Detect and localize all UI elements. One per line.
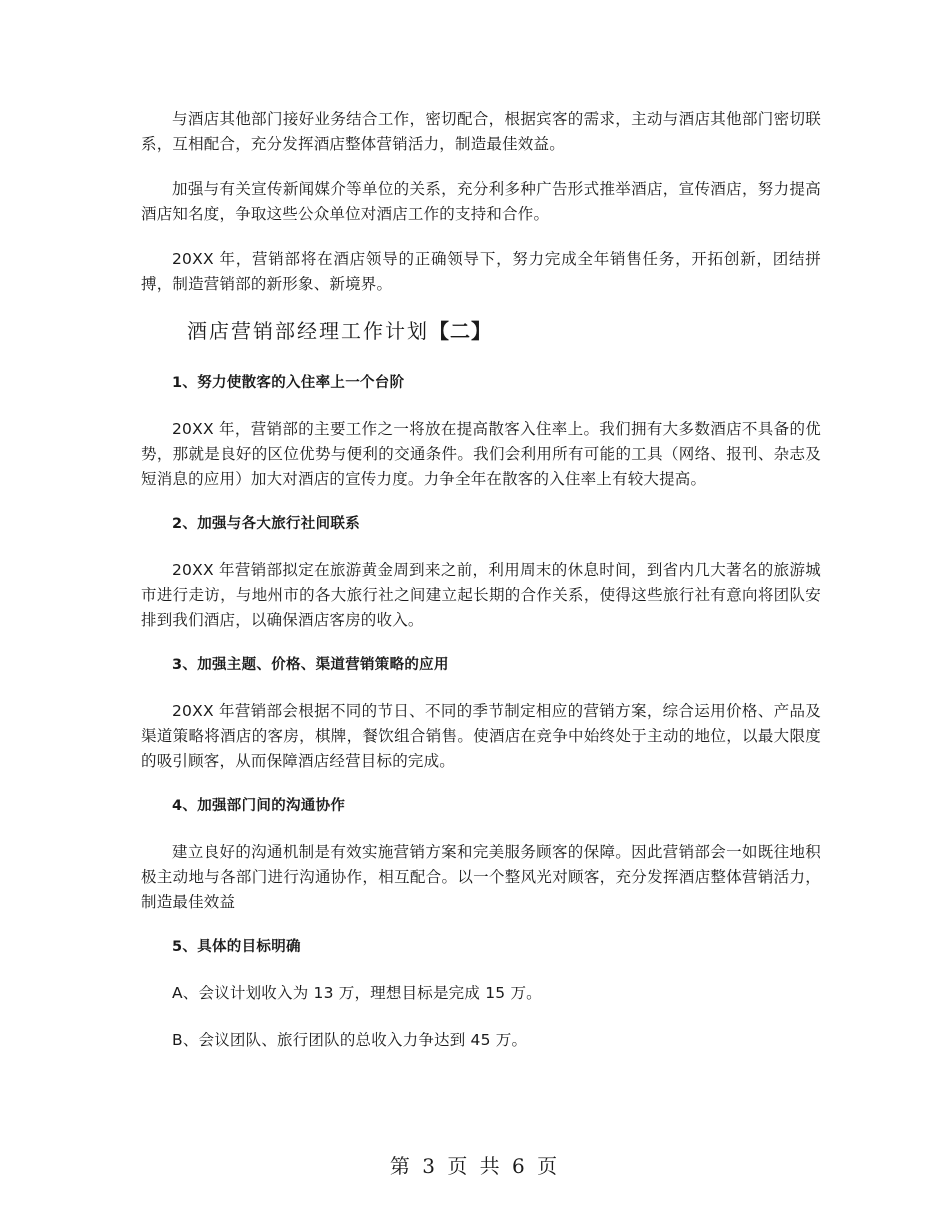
item-body: 20XX 年营销部拟定在旅游黄金周到来之前，利用周末的休息时间，到省内几大著名的旅游城市进行走访，与地州市的各大旅行社之间建立起长期的合作关系，使得这些旅行社有意向将团队安排到我们酒店，以确保酒店客房的收入。 bbox=[141, 561, 821, 629]
paragraph: 加强与有关宣传新闻媒介等单位的关系，充分利多种广告形式推举酒店，宣传酒店，努力提高酒店知名度，争取这些公众单位对酒店工作的支持和合作。 bbox=[141, 180, 821, 223]
item-heading: 1、努力使散客的入住率上一个台阶 bbox=[172, 375, 405, 391]
item-body: 20XX 年，营销部的主要工作之一将放在提高散客入住率上。我们拥有大多数酒店不具备的优势，那就是良好的区位优势与便利的交通条件。我们会利用所有可能的工具（网络、报刊、杂志及短消息的应用）加大对酒店的宣传力度。力争全年在散客的入住率上有较大提高。 bbox=[141, 420, 821, 488]
paragraph: 与酒店其他部门接好业务结合工作，密切配合，根据宾客的需求，主动与酒店其他部门密切联系，互相配合，充分发挥酒店整体营销活力，制造最佳效益。 bbox=[141, 110, 821, 153]
page-number: 第 3 页 共 6 页 bbox=[389, 1154, 561, 1178]
target-item: B、会议团队、旅行团队的总收入力争达到 45 万。 bbox=[172, 1031, 528, 1049]
section-title bbox=[187, 317, 821, 345]
item-body: 建立良好的沟通机制是有效实施营销方案和完美服务顾客的保障。因此营销部会一如既往地积极主动地与各部门进行沟通协作，相互配合。以一个整风光对顾客，充分发挥酒店整体营销活力，制造最佳效益 bbox=[141, 843, 821, 911]
item-heading: 2、加强与各大旅行社间联系 bbox=[172, 516, 360, 532]
item-body: 20XX 年营销部会根据不同的节日、不同的季节制定相应的营销方案，综合运用价格、产品及渠道策略将酒店的客房，棋牌，餐饮组合销售。使酒店在竞争中始终处于主动的地位，以最大限度的吸引顾客，从而保障酒店经营目标的完成。 bbox=[141, 702, 821, 770]
section-title-number: 【二】 bbox=[429, 319, 492, 343]
target-item: A、会议计划收入为 13 万，理想目标是完成 15 万。 bbox=[172, 984, 542, 1002]
item-heading: 3、加强主题、价格、渠道营销策略的应用 bbox=[172, 657, 449, 673]
item-heading: 4、加强部门间的沟通协作 bbox=[172, 798, 346, 814]
section-title-text: 酒店营销部经理工作计划 bbox=[187, 319, 429, 343]
document-body bbox=[141, 107, 821, 1075]
paragraph: 20XX 年，营销部将在酒店领导的正确领导下，努力完成全年销售任务，开拓创新，团结拼搏，制造营销部的新形象、新境界。 bbox=[141, 250, 821, 293]
item-heading: 5、具体的目标明确 bbox=[172, 939, 301, 955]
